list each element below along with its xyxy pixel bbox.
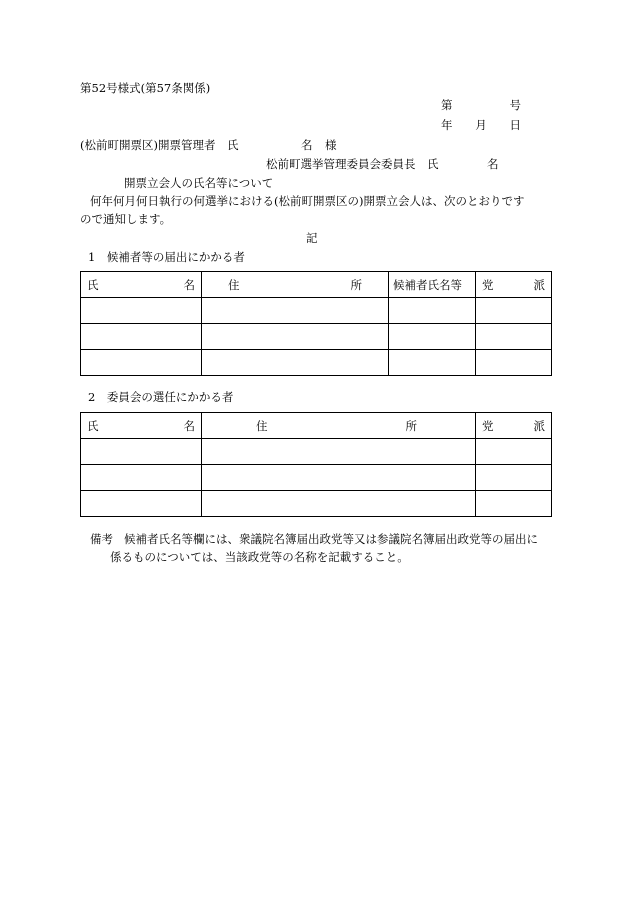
cell-party[interactable] bbox=[476, 465, 552, 491]
header-address: 住 所 bbox=[202, 413, 476, 439]
header-candidate: 候補者氏名等 bbox=[389, 272, 476, 298]
header-address: 住 所 bbox=[202, 272, 389, 298]
cell-address[interactable] bbox=[202, 324, 389, 350]
body-line-1: 何年何月何日執行の何選挙における(松前町開票区の)開票立会人は、次のとおりです bbox=[90, 194, 525, 208]
table-header-row bbox=[81, 413, 552, 439]
cell-name[interactable] bbox=[81, 324, 202, 350]
cell-candidate[interactable] bbox=[389, 324, 476, 350]
table-row bbox=[81, 350, 552, 376]
addressee-name-char: 名 bbox=[301, 138, 313, 152]
cell-name[interactable] bbox=[81, 350, 202, 376]
sender-line: 松前町選挙管理委員会委員長 氏 bbox=[266, 157, 439, 171]
table-row bbox=[81, 465, 552, 491]
cell-name[interactable] bbox=[81, 491, 202, 517]
table-row bbox=[81, 298, 552, 324]
header-name: 氏 名 bbox=[81, 272, 202, 298]
remarks-line-1: 候補者氏名等欄には、衆議院名簿届出政党等又は参議院名簿届出政党等の届出に bbox=[124, 532, 538, 546]
header-name: 氏 名 bbox=[81, 413, 202, 439]
cell-address[interactable] bbox=[202, 439, 476, 465]
cell-candidate[interactable] bbox=[389, 350, 476, 376]
cell-address[interactable] bbox=[202, 465, 476, 491]
cell-party[interactable] bbox=[476, 324, 552, 350]
cell-address[interactable] bbox=[202, 491, 476, 517]
remarks-line-2: 係るものについては、当該政党等の名称を記載すること。 bbox=[110, 550, 409, 564]
form-title: 第52号様式(第57条関係) bbox=[80, 81, 211, 95]
section1-title: 1 候補者等の届出にかかる者 bbox=[88, 250, 245, 264]
cell-candidate[interactable] bbox=[389, 298, 476, 324]
cell-party[interactable] bbox=[476, 491, 552, 517]
date-year: 年 bbox=[441, 118, 453, 132]
cell-party[interactable] bbox=[476, 298, 552, 324]
ki-heading: 記 bbox=[306, 231, 318, 245]
remarks-label: 備考 bbox=[90, 532, 113, 546]
addressee-line: (松前町開票区)開票管理者 氏 bbox=[80, 138, 239, 152]
date-month: 月 bbox=[475, 118, 487, 132]
cell-name[interactable] bbox=[81, 298, 202, 324]
table-row bbox=[81, 324, 552, 350]
table-row bbox=[81, 491, 552, 517]
section2-title: 2 委員会の選任にかかる者 bbox=[88, 390, 234, 404]
cell-address[interactable] bbox=[202, 350, 389, 376]
number-label-go: 号 bbox=[509, 98, 521, 112]
document-number bbox=[441, 97, 521, 113]
number-label-dai: 第 bbox=[441, 98, 453, 112]
document-date bbox=[441, 117, 521, 133]
body-line-2: ので通知します。 bbox=[80, 212, 172, 226]
header-party: 党 派 bbox=[476, 413, 552, 439]
committee-observers-table bbox=[80, 412, 552, 517]
addressee-honorific: 様 bbox=[325, 138, 337, 152]
date-day: 日 bbox=[509, 118, 521, 132]
cell-name[interactable] bbox=[81, 439, 202, 465]
cell-name[interactable] bbox=[81, 465, 202, 491]
cell-address[interactable] bbox=[202, 298, 389, 324]
subject: 開票立会人の氏名等について bbox=[124, 176, 274, 190]
candidate-observers-table bbox=[80, 271, 552, 376]
header-party: 党 派 bbox=[476, 272, 552, 298]
table-header-row bbox=[81, 272, 552, 298]
cell-party[interactable] bbox=[476, 439, 552, 465]
sender-name-char: 名 bbox=[487, 157, 499, 171]
cell-party[interactable] bbox=[476, 350, 552, 376]
table-row bbox=[81, 439, 552, 465]
